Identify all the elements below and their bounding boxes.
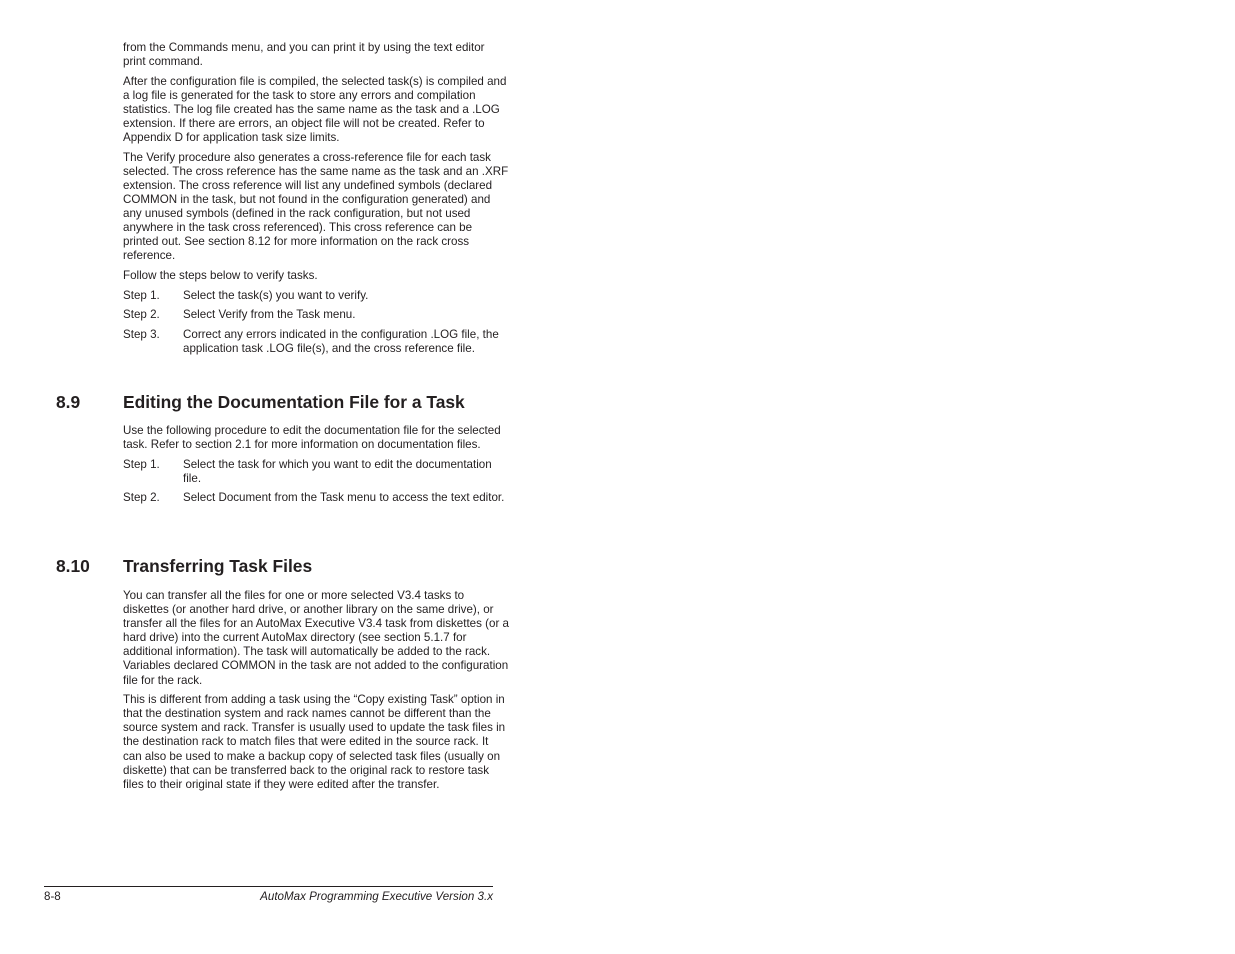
step-label: Step 1. — [123, 288, 160, 302]
section-heading-8-9 — [56, 391, 465, 413]
paragraph: This is different from adding a task using the “Copy existing Task” option in that the destination system and rack names cannot be different than the source system and rack. Transfer is usually used to update the task files in the destination rack to match files that were edited in the source rack. It can also be used to make a backup copy of selected task files (usually on diskette) that can be transferred back to the original rack to restore task files to their original state if they were edited after the transfer. — [123, 693, 506, 791]
step-text: Correct any errors indicated in the configuration .LOG file, the application task .LOG file(s), and the cross reference file. — [183, 327, 499, 355]
section-8-10-body — [123, 589, 509, 797]
section-heading-8-10 — [56, 555, 312, 577]
document-title: AutoMax Programming Executive Version 3.x — [260, 890, 493, 903]
step-label: Step 2. — [123, 491, 160, 505]
section-number: 8.9 — [56, 392, 81, 412]
step-item — [123, 328, 509, 356]
paragraph: Follow the steps below to verify tasks. — [123, 268, 318, 282]
step-text: Select Verify from the Task menu. — [183, 308, 356, 322]
step-label: Step 2. — [123, 308, 160, 322]
paragraph: You can transfer all the files for one or more selected V3.4 tasks to diskettes (or another hard drive, or another library on the same drive), or transfer all the files for an AutoMax Executive V3.4 task from diskettes (or a hard drive) into the current AutoMax directory (see section 5.1.7 for additional information). The task will automatically be added to the rack. Variables declared COMMON in the task are not added to the configuration file for the rack. — [123, 589, 509, 687]
step-item — [123, 491, 509, 505]
section-title: Editing the Documentation File for a Task — [123, 392, 465, 412]
footer-divider — [44, 886, 493, 887]
section-title: Transferring Task Files — [123, 556, 313, 576]
paragraph: The Verify procedure also generates a cross-reference file for each task selected. The cross reference has the same name as the task and an .XRF extension. The cross reference will list any undefined symbols (declared COMMON in the task, but not found in the configuration generated) and any unused symbols (defined in the rack configuration, but not used anywhere in the task cross referenced). This cross reference can be printed out. See section 8.12 for more information on the rack cross reference. — [123, 150, 509, 263]
paragraph: Use the following procedure to edit the documentation file for the selected task. Refer to section 2.1 for more information on documentation files. — [123, 424, 501, 452]
section-8-9-body — [123, 424, 509, 511]
step-text: Select the task for which you want to edit the documentation file. — [183, 457, 492, 485]
step-label: Step 1. — [123, 457, 160, 471]
step-text: Select Document from the Task menu to access the text editor. — [183, 491, 505, 505]
step-label: Step 3. — [123, 327, 160, 341]
step-text: Select the task(s) you want to verify. — [183, 288, 369, 302]
page-number: 8-8 — [44, 890, 61, 903]
verify-procedure-block — [123, 41, 509, 361]
step-item — [123, 458, 509, 486]
step-item — [123, 308, 509, 322]
section-number: 8.10 — [56, 556, 90, 576]
paragraph: from the Commands menu, and you can print it by using the text editor print command. — [123, 41, 485, 69]
step-item — [123, 289, 509, 303]
paragraph: After the configuration file is compiled, the selected task(s) is compiled and a log file is generated for the task to store any errors and compilation statistics. The log file created has the same name as the task and a .LOG extension. If there are errors, an object file will not be created. Refer to Appendix D for application task size limits. — [123, 74, 507, 145]
